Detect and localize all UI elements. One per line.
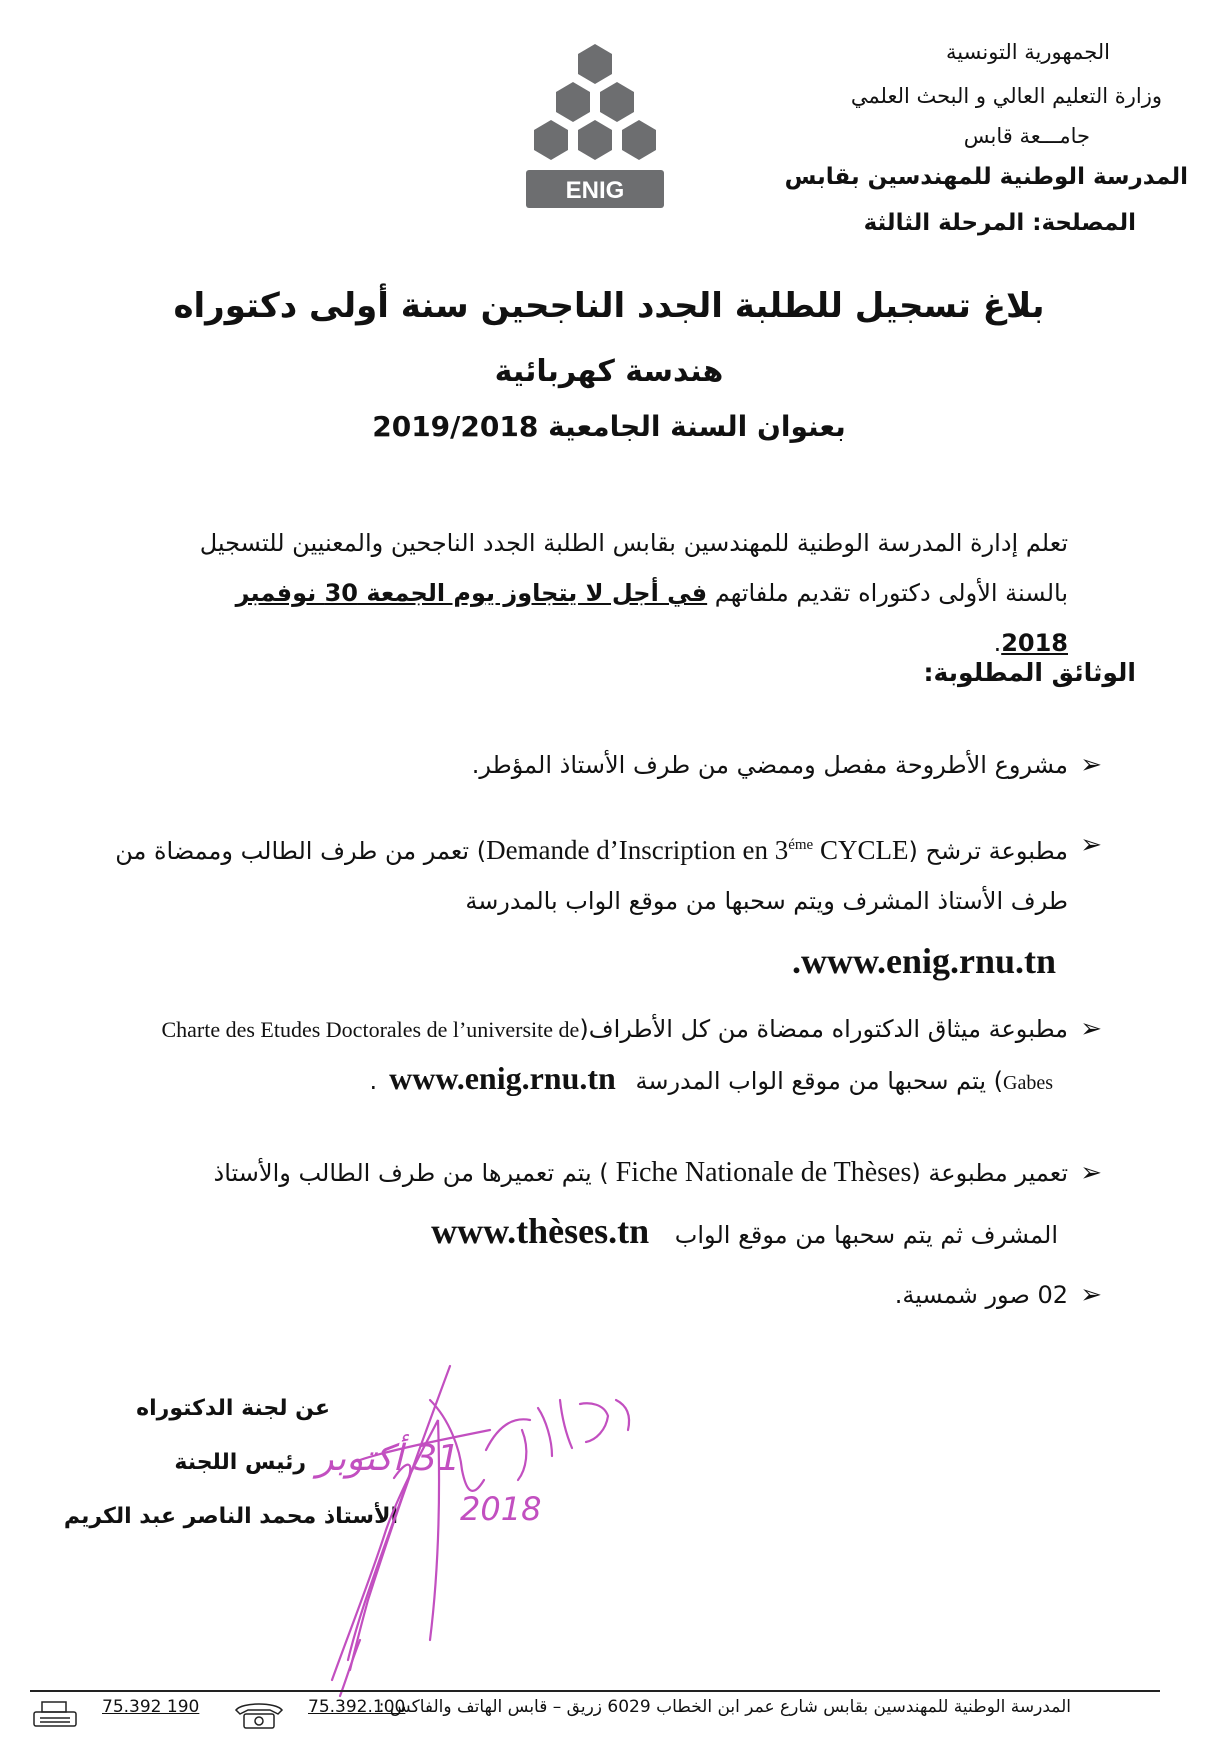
signature-committee: عن لجنة الدكتوراه [136,1396,330,1421]
item-3-text-a: مطبوعة ميثاق الدكتوراه ممضاة من كل الأطراف( [579,1015,1068,1043]
stamp-date-line-2: 2018 [460,1490,542,1528]
telephone-icon [232,1700,286,1730]
intro-end: . [993,629,1002,657]
university-label: جامـــعة قابس [963,124,1090,148]
logo-hexagon [534,120,568,160]
arrow-bullet-icon: ➢ [1080,1158,1102,1188]
required-item-3-line-2 [369,1060,1053,1097]
item-2-sup: éme [788,837,814,853]
signature-chair: رئيس اللجنة [174,1450,306,1475]
required-docs-title: الوثائق المطلوبة: [923,658,1136,687]
logo-text: ENIG [565,177,625,204]
notice-year: بعنوان السنة الجامعية 2019/2018 [372,410,846,443]
logo-hexagon [622,120,656,160]
item-3-latin-2: Gabes [1003,1072,1053,1094]
item-2-text-a: مطبوعة ترشح ( [908,837,1068,865]
item-3-end: . [369,1067,378,1095]
arrow-bullet-icon: ➢ [1080,750,1102,780]
logo-hexagon [600,82,634,122]
school-label: المدرسة الوطنية للمهندسين بقابس [784,164,1188,190]
notice-title: بلاغ تسجيل للطلبة الجدد الناجحين سنة أولى دكتوراه [173,286,1045,326]
required-item-3 [58,1004,1102,1055]
footer-address: المدرسة الوطنية للمهندسين بقابس شارع عمر ابن الخطاب 6029 زريق – قابس الهاتف والفاكس : [378,1697,1071,1717]
notice-specialty: هندسة كهربائية [494,354,724,389]
required-item-4 [68,1148,1102,1198]
required-item-4-line-2 [431,1210,1058,1252]
footer-divider [30,1690,1160,1692]
item-4-text-b: ) يتم تعميرها من طرف الطالب والأستاذ [213,1159,609,1187]
item-2-text-b: ) تعمر من طرف الطالب وممضاة من طرف الأستاذ المشرف ويتم سحبها من موقع الواب بالمدرسة [115,837,1068,915]
required-item-1 [68,740,1102,790]
item-1-text: مشروع الأطروحة مفصل وممضي من طرف الأستاذ المؤطر. [471,751,1068,779]
footer-fax: 75.392 190 [102,1697,200,1717]
item-2-latin-1: Demande d’Inscription en 3 [486,835,789,865]
arrow-bullet-icon: ➢ [1080,1014,1102,1044]
item-2-latin [486,835,908,865]
republic-label: الجمهورية التونسية [946,40,1110,64]
item-2-latin-2: CYCLE [813,835,909,865]
stamp-date-line-1: 31 أكتوبر [316,1438,460,1479]
item-3-text-b: ) يتم سحبها من موقع الواب المدرسة [635,1067,1004,1095]
signature-name: الأستاذ محمد الناصر عبد الكريم [63,1504,398,1529]
arrow-bullet-icon: ➢ [1080,1280,1102,1310]
footer-phone: 75.392.100 [308,1697,406,1717]
item-4-latin: Fiche Nationale de Thèses [608,1157,912,1188]
logo-hexagon [556,82,590,122]
theses-website-link[interactable]: www.thèses.tn [431,1211,650,1251]
logo-hexagon [578,120,612,160]
item-5-text: 02 صور شمسية. [894,1281,1068,1309]
enig-website-link-2[interactable]: www.enig.rnu.tn [389,1060,616,1096]
enig-logo [520,36,670,212]
enig-website-link[interactable]: .www.enig.rnu.tn [791,941,1056,981]
required-item-2 [68,820,1102,926]
intro-paragraph [168,518,1068,668]
service-label: المصلحة: المرحلة الثالثة [863,210,1136,236]
ministry-label: وزارة التعليم العالي و البحث العلمي [850,84,1162,108]
arrow-bullet-icon: ➢ [1080,830,1102,860]
item-3-latin: Charte des Etudes Doctorales de l’universite de [161,1017,580,1042]
item-4-text-c: المشرف ثم يتم سحبها من موقع الواب [674,1221,1058,1249]
fax-icon [32,1700,78,1730]
intro-deadline: في أجل لا يتجاوز يوم الجمعة 30 نوفمبر 2018 [235,579,1068,657]
required-item-5 [68,1270,1102,1320]
logo-hexagon [578,44,612,84]
intro-text: تعلم إدارة المدرسة الوطنية للمهندسين بقابس الطلبة الجدد الناجحين والمعنيين للتسجيل بالسنة الأولى دكتوراه تقديم ملفاتهم [199,529,1068,607]
handwritten-signature [290,1360,670,1700]
item-4-text-a: تعمير مطبوعة ( [911,1159,1068,1187]
